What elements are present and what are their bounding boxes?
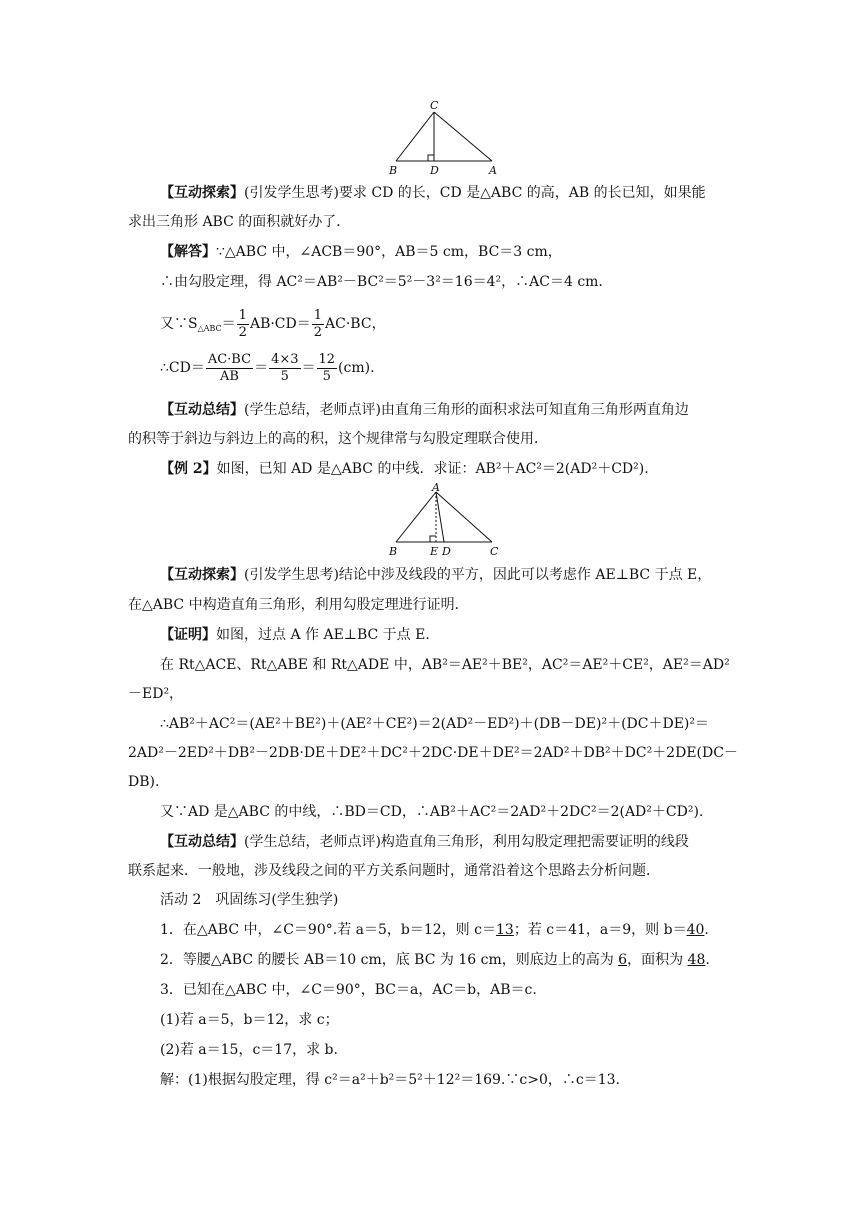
activity2-title: 活动 2 巩固练习(学生独学) xyxy=(160,892,339,908)
answer-line2: ∴由勾股定理，得 AC²＝AB²－BC²＝5²－3²＝16＝4²，∴AC＝4 cm. xyxy=(160,274,603,290)
answer-blank-3: 6 xyxy=(618,952,628,968)
explore2-line1 xyxy=(160,565,732,585)
cd-eq: ∴CD＝ xyxy=(160,360,205,376)
fraction-half-1: $\frac{1}{2}$ xyxy=(238,307,247,340)
proof-line4: ∴AB²＋AC²＝(AE²＋BE²)＋(AE²＋CE²)＝2(AD²－ED²)＋(DB－DE)²＋(DC＋DE)²＝ xyxy=(160,716,709,732)
explore2-text-1: (引发学生思考)结论中涉及线段的平方，因此可以考虑作 AE⊥BC 于点 E， xyxy=(244,567,712,583)
fig2-label-e: E xyxy=(430,545,439,558)
explore1-line1 xyxy=(160,183,732,203)
explore1-line2: 求出三角形 ABC 的面积就好办了． xyxy=(128,214,351,230)
eq-sign-2: ＝ xyxy=(254,360,269,376)
solution-line: 解：(1)根据勾股定理，得 c²＝a²＋b²＝5²＋12²＝169.∵c>0，∴c＝13. xyxy=(160,1072,620,1088)
ab-cd: AB·CD＝ xyxy=(249,316,311,332)
fraction-acbc-ab: $\frac{AC\cdot BC}{AB}$ xyxy=(207,351,252,384)
explore2-tag: 【互动探索】 xyxy=(160,567,244,583)
area-symbol: 又∵S xyxy=(160,316,198,332)
fraction-half-2: $\frac{1}{2}$ xyxy=(313,307,323,340)
fig2-label-d: D xyxy=(442,545,451,558)
answer-text-1: ∵△ABC 中，∠ACB＝90°，AB＝5 cm，BC＝3 cm， xyxy=(216,244,562,260)
proof-line2: 在 Rt△ACE、Rt△ABE 和 Rt△ADE 中，AB²＝AE²＋BE²，AC²＝AE²＋CE²，AE²＝AD² xyxy=(160,657,730,673)
proof-line3: －ED²， xyxy=(128,686,184,702)
exercise-3-part2: (2)若 a＝15，c＝17，求 b. xyxy=(160,1042,338,1058)
summary1-text-1: (学生总结，老师点评)由直角三角形的面积求法可知直角三角形两直角边 xyxy=(244,402,689,418)
fig2-label-a: A xyxy=(432,482,440,494)
summary2-tag: 【互动总结】 xyxy=(160,834,244,850)
exercise-3-part1: (1)若 a＝5，b＝12，求 c； xyxy=(160,1012,339,1028)
answer-blank-2: 40 xyxy=(686,922,705,938)
summary1-line1 xyxy=(160,400,732,420)
fraction-4x3-5: $\frac{4\times 3}{5}$ xyxy=(271,351,299,384)
fig1-label-a: A xyxy=(489,164,497,177)
exercise-2: 2．等腰△ABC 的腰长 AB＝10 cm，底 BC 为 16 cm，则底边上的高为 6，面积为 48. xyxy=(160,952,710,968)
example2-line xyxy=(160,459,732,479)
answer-blank-4: 48 xyxy=(687,952,706,968)
exercise-1: 1．在△ABC 中，∠C＝90°.若 a＝5，b＝12，则 c＝13；若 c＝41，a＝9，则 b＝40. xyxy=(160,922,709,938)
proof-line7: 又∵AD 是△ABC 的中线，∴BD＝CD，∴AB²＋AC²＝2AD²＋2DC²＝2(AD²＋CD²). xyxy=(160,804,704,820)
fig1-label-c: C xyxy=(430,99,439,112)
summary1-line2: 的积等于斜边与斜边上的高的积，这个规律常与勾股定理联合使用． xyxy=(128,431,548,447)
fig1-label-b: B xyxy=(389,164,398,177)
answer-line1 xyxy=(160,242,732,262)
fraction-12-5: $\frac{12}{5}$ xyxy=(318,351,336,384)
answer-line4 xyxy=(160,350,732,386)
summary1-tag: 【互动总结】 xyxy=(160,402,244,418)
area-subscript: △ABC xyxy=(197,324,222,333)
unit-cm: (cm). xyxy=(338,360,375,376)
triangle-figure-2 xyxy=(384,482,504,562)
proof-line6: DB). xyxy=(128,774,160,790)
fig2-label-b: B xyxy=(389,545,398,558)
eq-sign-3: ＝ xyxy=(301,360,316,376)
proof-line5: 2AD²－2ED²＋DB²－2DB·DE＋DE²＋DC²＋2DC·DE＋DE²＝2AD²＋DB²＋DC²＋2DE(DC－ xyxy=(128,745,738,761)
ac-bc: AC·BC， xyxy=(325,316,386,332)
explore2-line2: 在△ABC 中构造直角三角形，利用勾股定理进行证明． xyxy=(128,597,469,613)
explore1-text-1: (引发学生思考)要求 CD 的长，CD 是△ABC 的高，AB 的长已知，如果能 xyxy=(244,185,706,201)
example2-text: 如图，已知 AD 是△ABC 的中线．求证：AB²＋AC²＝2(AD²＋CD²). xyxy=(216,461,649,477)
summary2-line2: 联系起来．一般地，涉及线段之间的平方关系问题时，通常沿着这个思路去分析问题． xyxy=(128,863,660,879)
summary2-text-1: (学生总结，老师点评)构造直角三角形，利用勾股定理把需要证明的线段 xyxy=(244,834,689,850)
explore1-tag: 【互动探索】 xyxy=(160,185,244,201)
exercise-3: 3．已知在△ABC 中，∠C＝90°，BC＝a，AC＝b，AB＝c. xyxy=(160,982,537,998)
triangle-figure-1 xyxy=(384,98,504,178)
proof-tag: 【证明】 xyxy=(160,627,216,643)
fig1-label-d: D xyxy=(430,164,439,177)
proof-line1 xyxy=(160,625,732,645)
answer-blank-1: 13 xyxy=(495,922,514,938)
fig2-label-c: C xyxy=(490,545,499,558)
example2-tag: 【例 2】 xyxy=(160,461,217,477)
eq-sign: ＝ xyxy=(221,316,236,332)
proof-text-1: 如图，过点 A 作 AE⊥BC 于点 E. xyxy=(216,627,430,643)
summary2-line1 xyxy=(160,832,732,852)
answer-tag: 【解答】 xyxy=(160,244,216,260)
answer-line3 xyxy=(160,306,732,342)
